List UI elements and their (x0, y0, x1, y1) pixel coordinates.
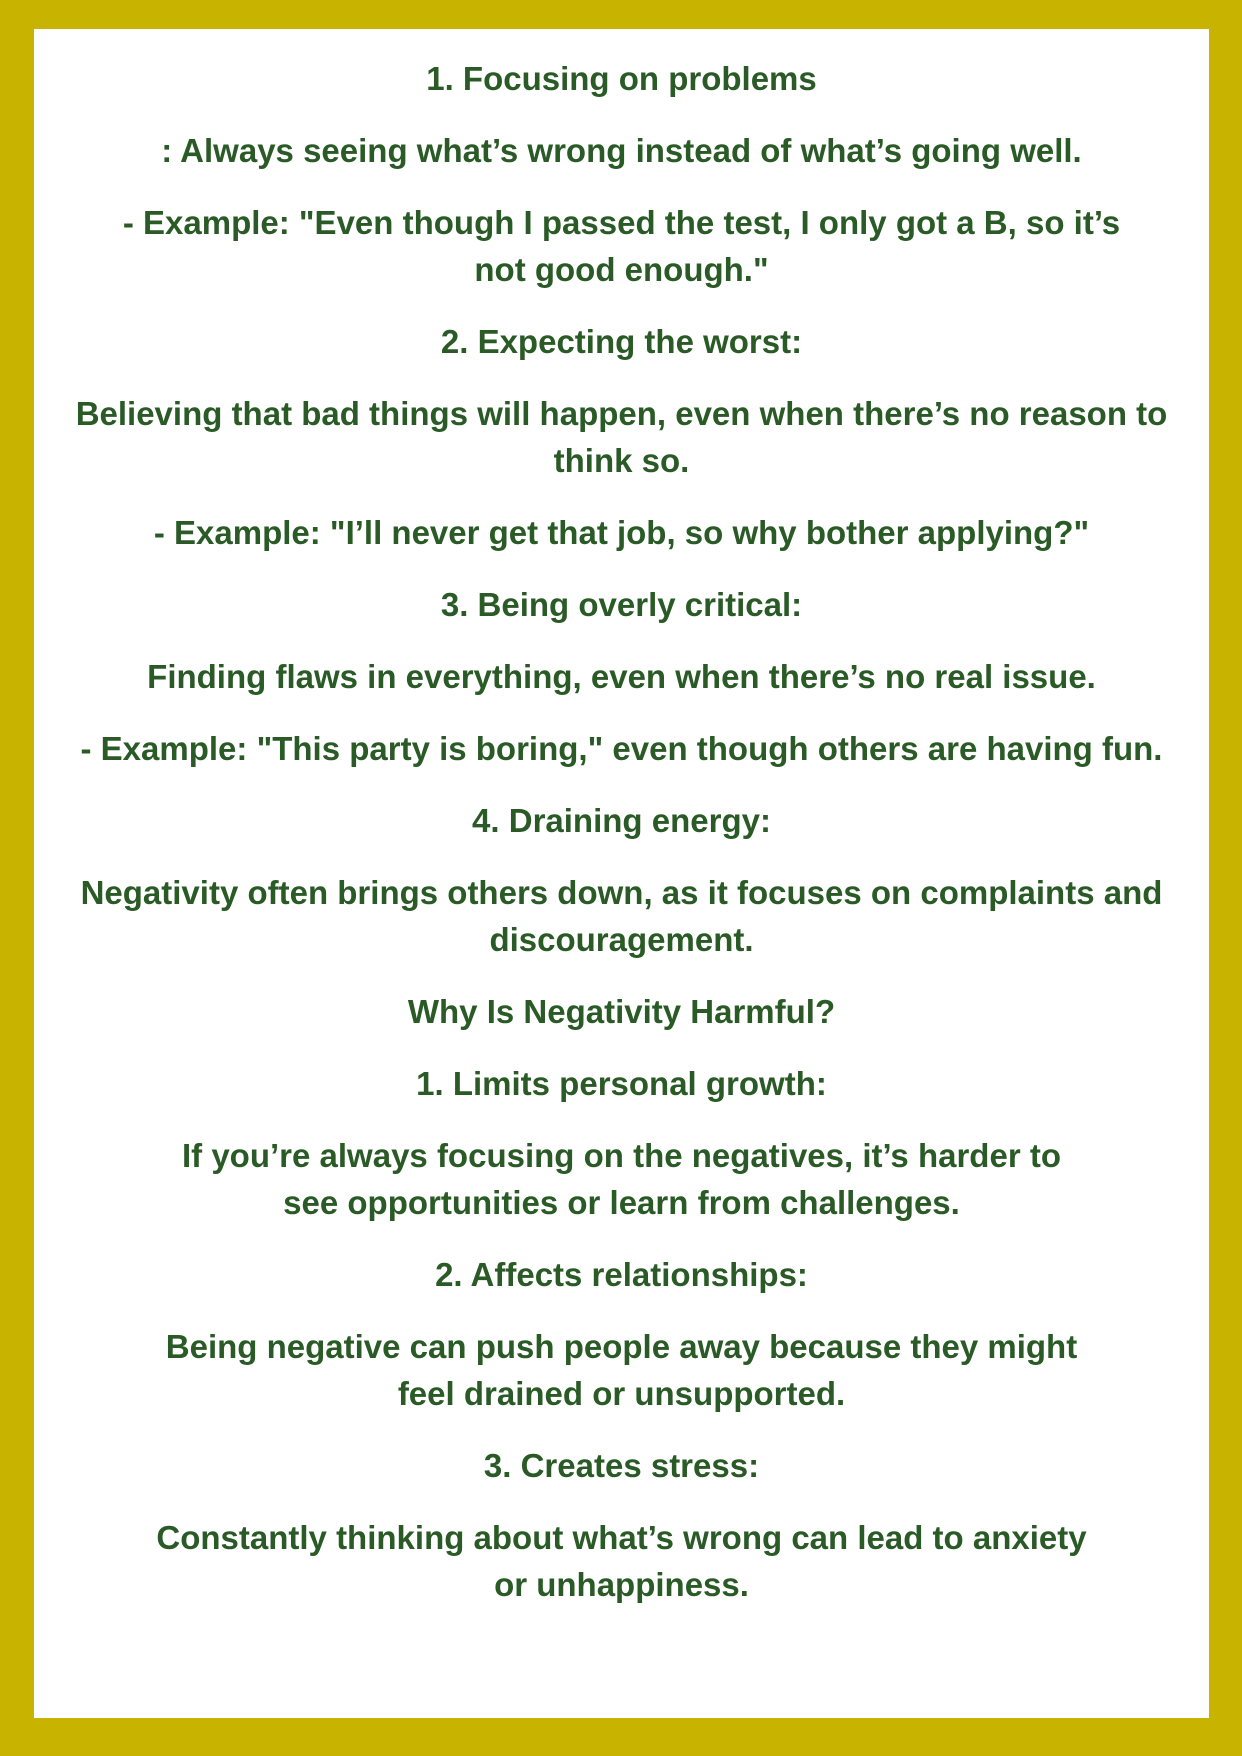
list-heading: 3. Creates stress: (483, 1447, 760, 1484)
description-text: Constantly thinking about what’s wrong can lead to anxiety or unhappiness. (156, 1519, 1087, 1603)
description-text: Believing that bad things will happen, even when there’s no reason to think so. (75, 395, 1168, 479)
description-text: Negativity often brings others down, as it focuses on complaints and discouragement. (80, 874, 1163, 958)
list-heading: 2. Affects relationships: (435, 1256, 808, 1293)
description-text: If you’re always focusing on the negatives, it’s harder to see opportunities or learn from challenges. (182, 1137, 1061, 1221)
page-frame (34, 29, 1209, 1718)
example-text: - Example: "I’ll never get that job, so why bother applying?" (153, 514, 1090, 551)
example-text: - Example: "Even though I passed the test, I only got a B, so it’s not good enough." (122, 204, 1121, 288)
list-heading: 2. Expecting the worst: (440, 323, 803, 360)
list-heading: 4. Draining energy: (472, 802, 771, 839)
description-text: Finding flaws in everything, even when there’s no real issue. (147, 658, 1096, 695)
list-heading: 1. Limits personal growth: (416, 1065, 827, 1102)
document-body (34, 29, 1209, 1633)
section-heading: Why Is Negativity Harmful? (407, 993, 836, 1030)
list-heading: 3. Being overly critical: (440, 586, 803, 623)
example-text: - Example: "This party is boring," even though others are having fun. (80, 730, 1163, 767)
description-text: Being negative can push people away because they might feel drained or unsupported. (165, 1328, 1078, 1412)
list-heading: 1. Focusing on problems (426, 60, 817, 97)
description-text: : Always seeing what’s wrong instead of what’s going well. (161, 132, 1082, 169)
